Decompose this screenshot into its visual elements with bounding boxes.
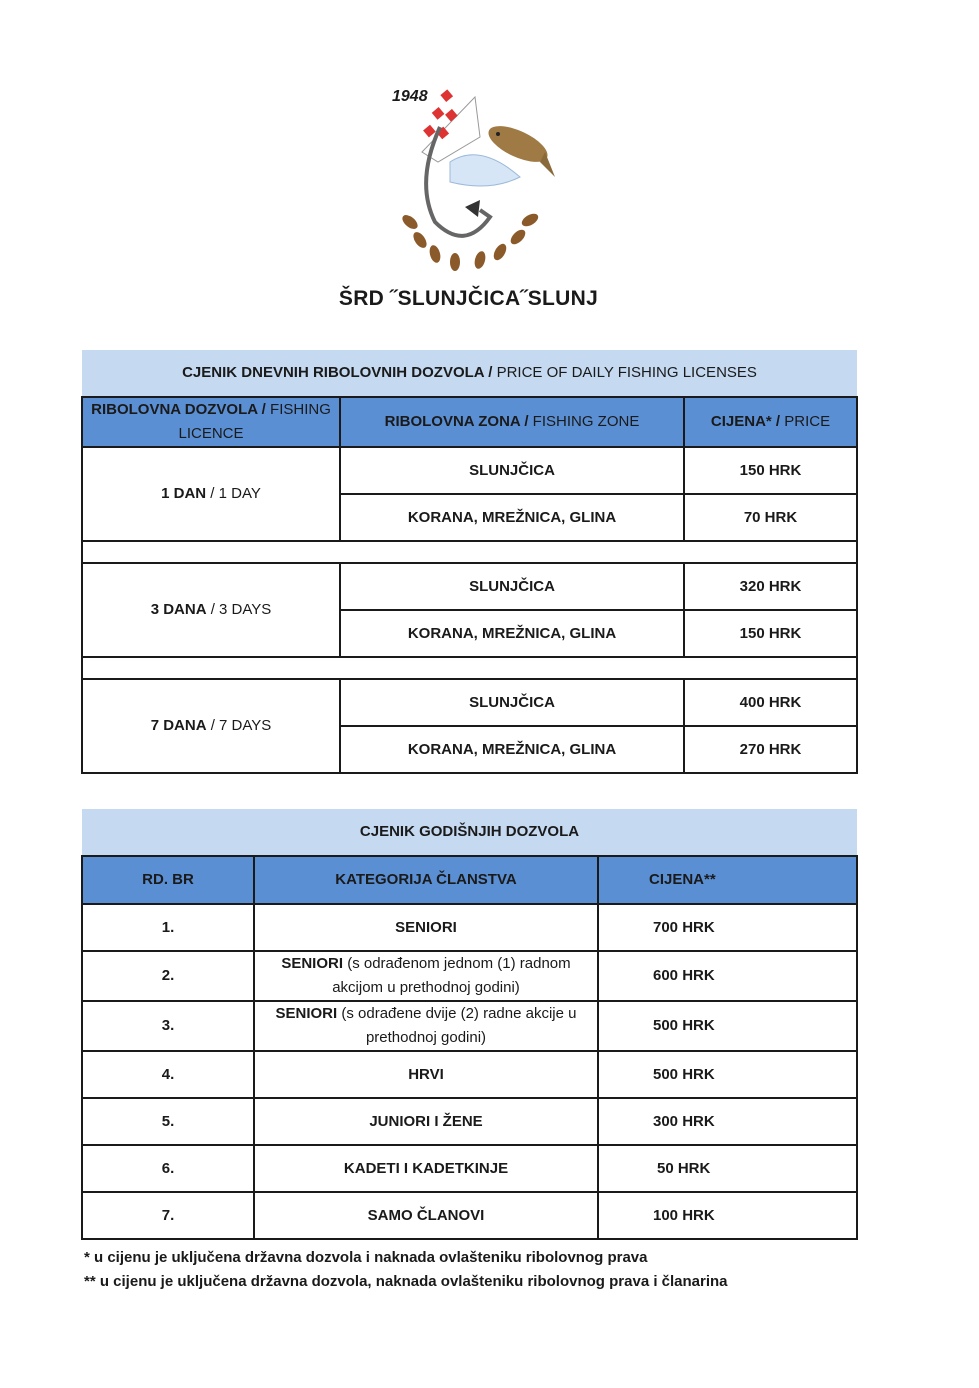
shell-segments-icon [400,211,540,271]
col-header-number: RD. BR [82,856,254,904]
category-cell: SENIORI (s odrađene dvije (2) radne akcije u prethodnoj godini) [254,1001,598,1051]
organization-title: ŠRD ˝SLUNJČICA˝SLUNJ [338,287,599,310]
price-cell: 50 HRK [598,1145,857,1192]
col-header-zone: RIBOLOVNA ZONA / FISHING ZONE [340,397,684,447]
row-number: 7. [82,1192,254,1239]
table-row [82,904,857,951]
table-row [82,563,857,610]
price-cell: 70 HRK [684,494,857,541]
col-header-licence: RIBOLOVNA DOZVOLA / FISHING LICENCE [82,397,340,447]
row-number: 5. [82,1098,254,1145]
zone-cell: KORANA, MREŽNICA, GLINA [340,610,684,657]
row-number: 6. [82,1145,254,1192]
duration-cell: 1 DAN / 1 DAY [82,447,340,541]
col-header-annual-price: CIJENA** [598,856,857,904]
category-cell: KADETI I KADETKINJE [254,1145,598,1192]
price-cell: 500 HRK [598,1001,857,1051]
table-row [82,1051,857,1098]
row-spacer [82,541,857,563]
zone-cell: SLUNJČICA [340,563,684,610]
annual-licenses-table [81,809,858,1240]
table-row [82,679,857,726]
col-header-price: CIJENA* / PRICE [684,397,857,447]
category-cell: SAMO ČLANOVI [254,1192,598,1239]
zone-cell: SLUNJČICA [340,679,684,726]
footnote-double-star: ** u cijenu je uključena državna dozvola, naknada ovlašteniku ribolovnog prava i članarina [84,1273,728,1290]
footnotes [84,1246,728,1294]
price-cell: 400 HRK [684,679,857,726]
price-cell: 150 HRK [684,447,857,494]
zone-cell: KORANA, MREŽNICA, GLINA [340,726,684,773]
table-row [82,1145,857,1192]
zone-cell: KORANA, MREŽNICA, GLINA [340,494,684,541]
price-cell: 500 HRK [598,1051,857,1098]
col-header-category: KATEGORIJA ČLANSTVA [254,856,598,904]
table-row [82,1001,857,1051]
price-cell: 100 HRK [598,1192,857,1239]
zone-cell: SLUNJČICA [340,447,684,494]
category-cell: SENIORI (s odrađenom jednom (1) radnom akcijom u prethodnoj godini) [254,951,598,1001]
annual-table-title: CJENIK GODIŠNJIH DOZVOLA [82,809,857,856]
logo-year: 1948 [392,88,428,105]
table-row [82,951,857,1001]
row-number: 2. [82,951,254,1001]
category-cell: HRVI [254,1051,598,1098]
club-logo [380,82,560,277]
category-cell: SENIORI [254,904,598,951]
price-cell: 270 HRK [684,726,857,773]
price-cell: 600 HRK [598,951,857,1001]
price-cell: 300 HRK [598,1098,857,1145]
daily-table-title: CJENIK DNEVNIH RIBOLOVNIH DOZVOLA / PRICE OF DAILY FISHING LICENSES [82,350,857,397]
category-cell: JUNIORI I ŽENE [254,1098,598,1145]
daily-licenses-table [81,350,858,774]
row-number: 1. [82,904,254,951]
row-spacer [82,657,857,679]
table-row [82,1192,857,1239]
duration-cell: 3 DANA / 3 DAYS [82,563,340,657]
table-row [82,1098,857,1145]
price-cell: 700 HRK [598,904,857,951]
price-cell: 150 HRK [684,610,857,657]
table-row [82,447,857,494]
duration-cell: 7 DANA / 7 DAYS [82,679,340,773]
row-number: 3. [82,1001,254,1051]
fish-hook-emblem [380,82,560,277]
price-cell: 320 HRK [684,563,857,610]
row-number: 4. [82,1051,254,1098]
footnote-single-star: * u cijenu je uključena državna dozvola i naknada ovlašteniku ribolovnog prava [84,1249,648,1266]
